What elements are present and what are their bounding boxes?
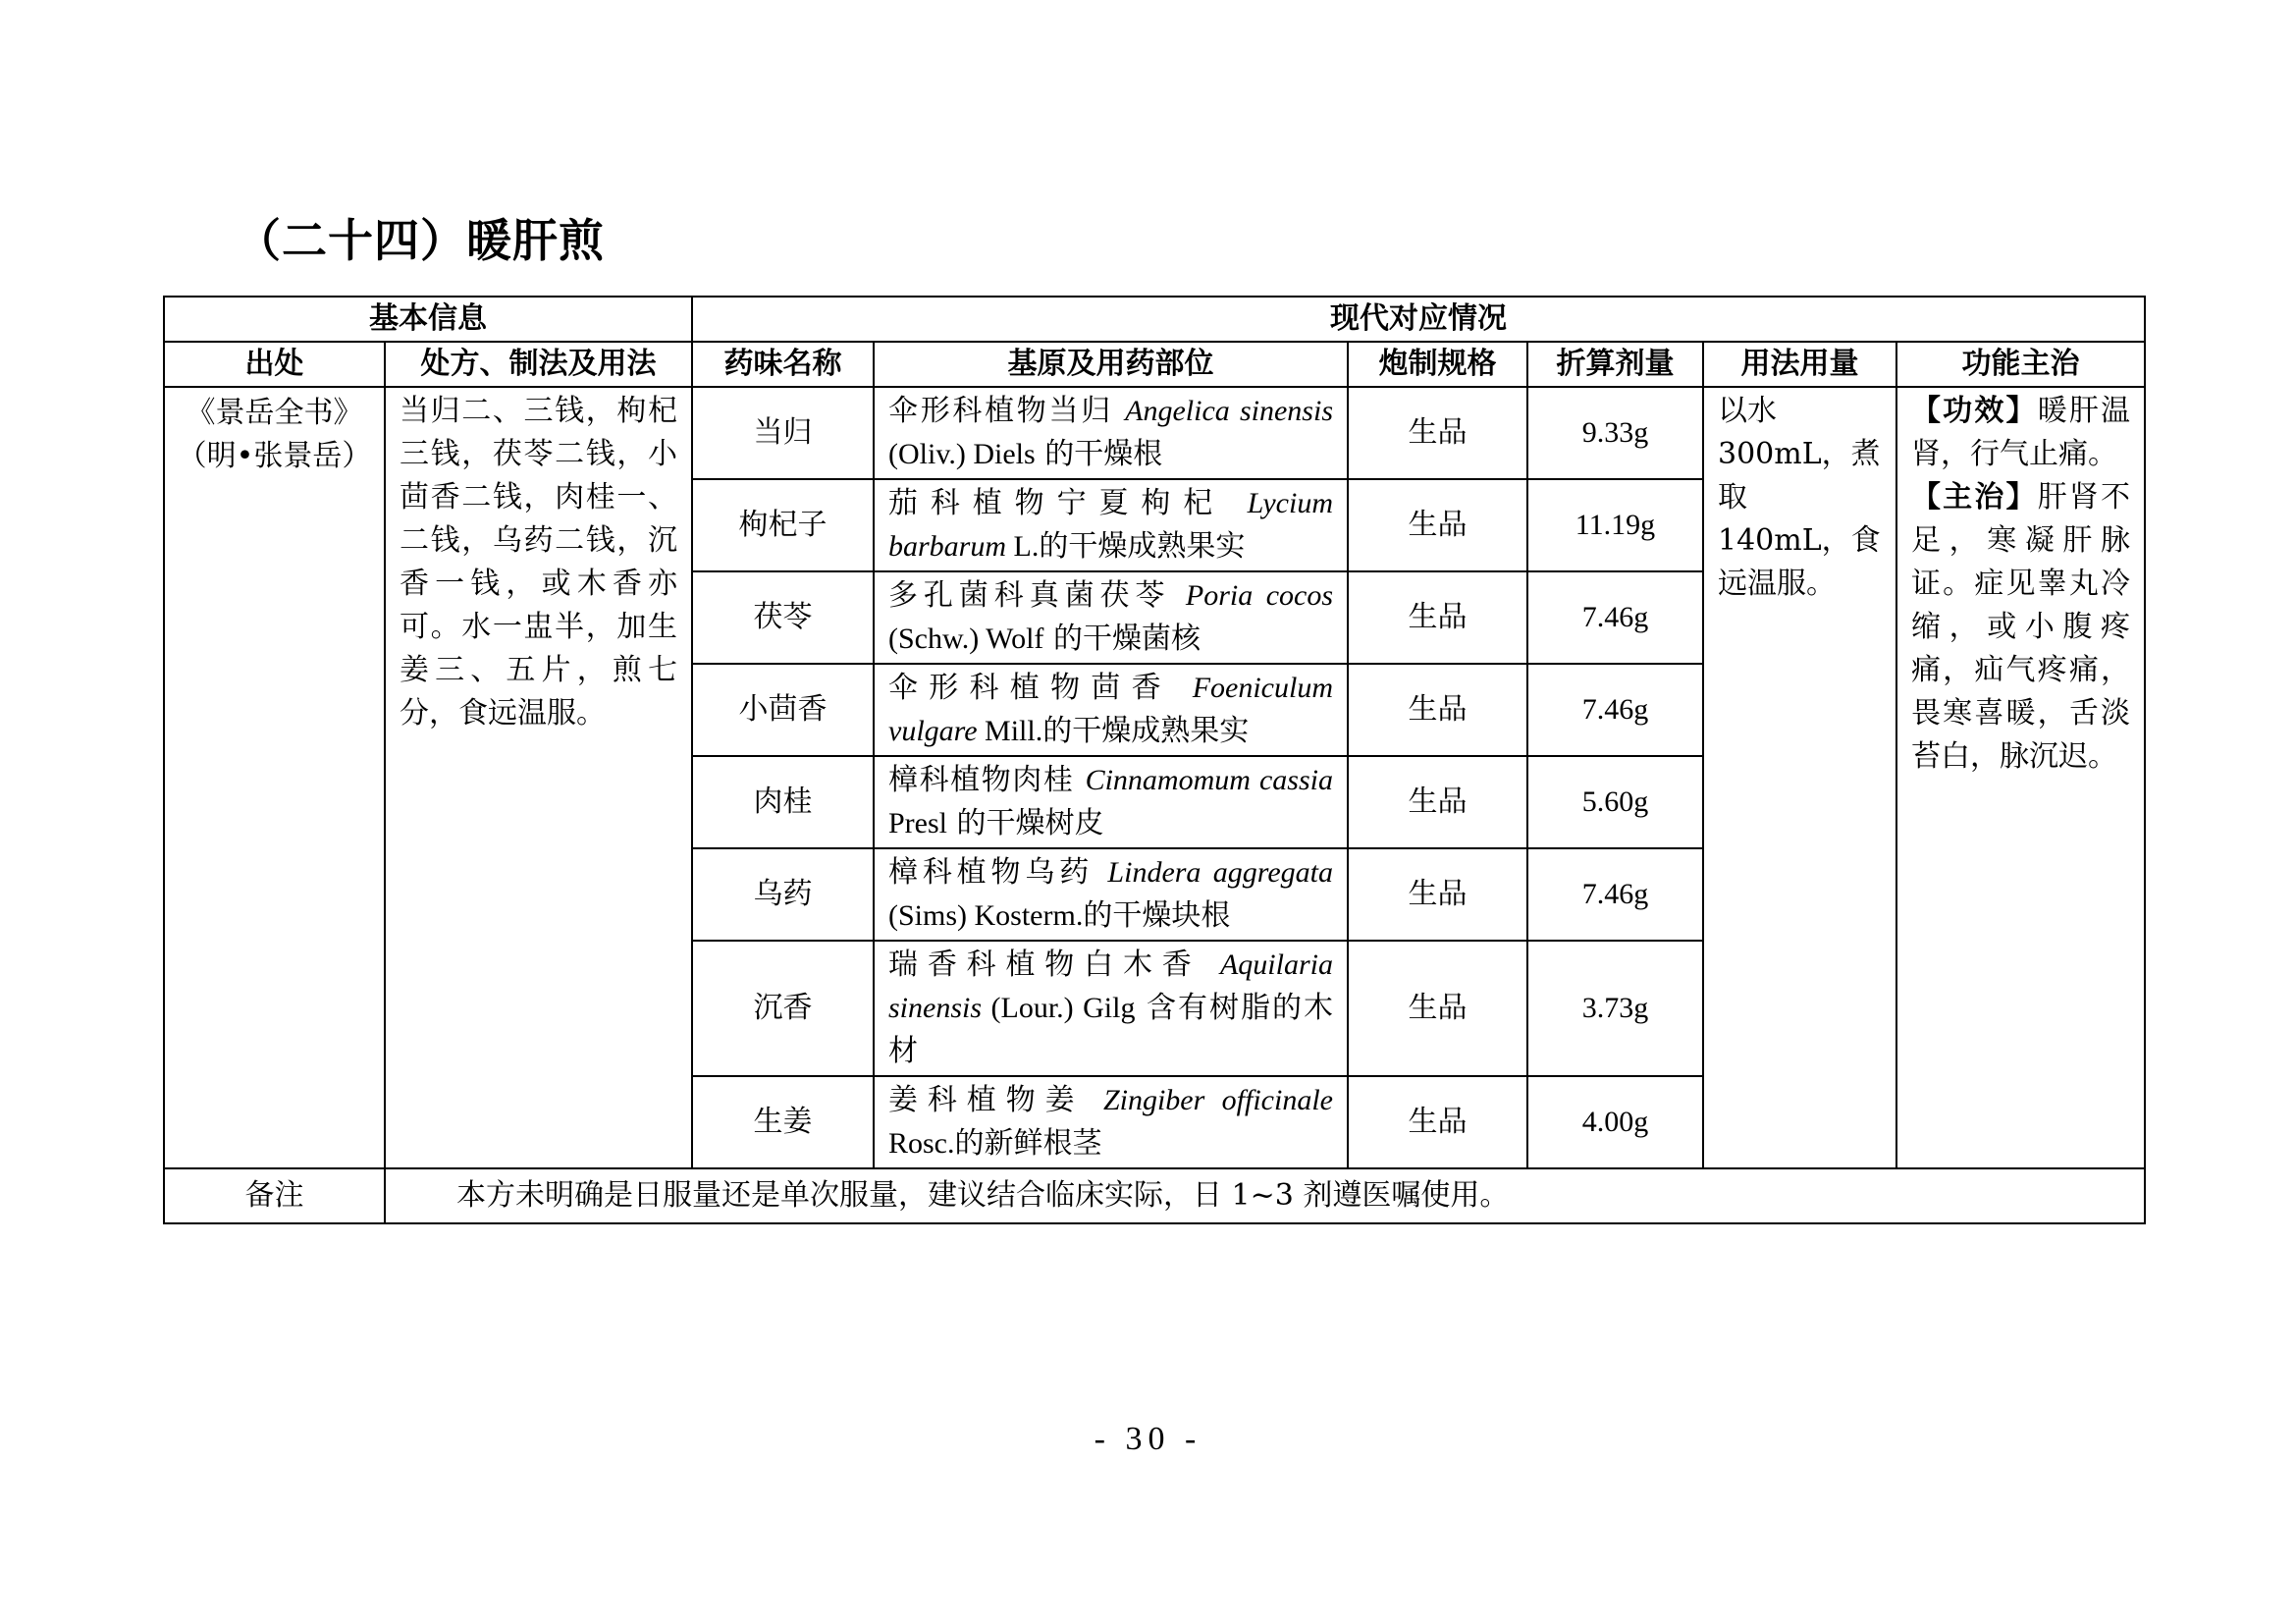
herb-processing: 生品 (1348, 941, 1527, 1076)
herb-name: 沉香 (692, 941, 874, 1076)
herb-origin: 姜科植物姜 Zingiber officinale Rosc.的新鲜根茎 (874, 1076, 1348, 1168)
herb-dose: 7.46g (1527, 664, 1703, 756)
source-cell (164, 387, 385, 1168)
herb-processing: 生品 (1348, 664, 1527, 756)
header-prescription: 处方、制法及用法 (385, 342, 692, 387)
herb-dose: 5.60g (1527, 756, 1703, 848)
herb-name: 乌药 (692, 848, 874, 941)
herb-name: 茯苓 (692, 571, 874, 664)
herb-name: 小茴香 (692, 664, 874, 756)
herb-origin: 茄科植物宁夏枸杞 Lycium barbarum L.的干燥成熟果实 (874, 479, 1348, 571)
herb-processing: 生品 (1348, 1076, 1527, 1168)
page-number: - 30 - (1094, 1421, 1202, 1457)
header-usage: 用法用量 (1703, 342, 1896, 387)
herb-name: 当归 (692, 387, 874, 479)
herb-processing: 生品 (1348, 848, 1527, 941)
prescription-cell: 当归二、三钱，枸杞三钱，茯苓二钱，小茴香二钱，肉桂一、二钱，乌药二钱，沉香一钱，或木香亦可。水一盅半，加生姜三、五片，煎七分，食远温服。 (385, 387, 692, 1168)
herb-name: 生姜 (692, 1076, 874, 1168)
header-herb-name: 药味名称 (692, 342, 874, 387)
herb-processing: 生品 (1348, 571, 1527, 664)
herb-dose: 3.73g (1527, 941, 1703, 1076)
herb-dose: 7.46g (1527, 571, 1703, 664)
prescription-table (163, 296, 2146, 1224)
header-source: 出处 (164, 342, 385, 387)
source-author: （明•张景岳） (177, 439, 372, 473)
herb-processing: 生品 (1348, 479, 1527, 571)
herb-dose: 9.33g (1527, 387, 1703, 479)
herb-name: 枸杞子 (692, 479, 874, 571)
header-origin-part: 基原及用药部位 (874, 342, 1348, 387)
herb-origin: 多孔菌科真菌茯苓 Poria cocos (Schw.) Wolf 的干燥菌核 (874, 571, 1348, 664)
source-book: 《景岳全书》 (186, 396, 363, 430)
table-row (164, 387, 2145, 479)
header-dose: 折算剂量 (1527, 342, 1703, 387)
herb-origin: 伞形科植物茴香 Foeniculum vulgare Mill.的干燥成熟果实 (874, 664, 1348, 756)
note-text: 本方未明确是日服量还是单次服量，建议结合临床实际，日 1~3 剂遵医嘱使用。 (385, 1168, 2145, 1223)
function-cell: 【功效】暖肝温肾，行气止痛。 【主治】肝肾不足，寒凝肝脉证。症见睾丸冷缩，或小腹疼痛，疝气疼痛，畏寒喜暖，舌淡苔白，脉沉迟。 (1896, 387, 2145, 1168)
usage-cell: 以水 300mL，煮取 140mL，食远温服。 (1703, 387, 1896, 1168)
herb-origin: 樟科植物肉桂 Cinnamomum cassia Presl 的干燥树皮 (874, 756, 1348, 848)
herb-origin: 樟科植物乌药 Lindera aggregata (Sims) Kosterm.的干燥块根 (874, 848, 1348, 941)
note-row (164, 1168, 2145, 1223)
herb-processing: 生品 (1348, 756, 1527, 848)
group-header-modern: 现代对应情况 (692, 297, 2145, 342)
herb-dose: 11.19g (1527, 479, 1703, 571)
herb-origin: 瑞香科植物白木香 Aquilaria sinensis (Lour.) Gilg 含有树脂的木材 (874, 941, 1348, 1076)
section-title: （二十四）暖肝煎 (236, 214, 605, 267)
note-label: 备注 (164, 1168, 385, 1223)
herb-dose: 7.46g (1527, 848, 1703, 941)
header-function: 功能主治 (1896, 342, 2145, 387)
group-header-basic: 基本信息 (164, 297, 692, 342)
header-processing: 炮制规格 (1348, 342, 1527, 387)
herb-dose: 4.00g (1527, 1076, 1703, 1168)
herb-origin: 伞形科植物当归 Angelica sinensis (Oliv.) Diels 的干燥根 (874, 387, 1348, 479)
herb-name: 肉桂 (692, 756, 874, 848)
herb-processing: 生品 (1348, 387, 1527, 479)
